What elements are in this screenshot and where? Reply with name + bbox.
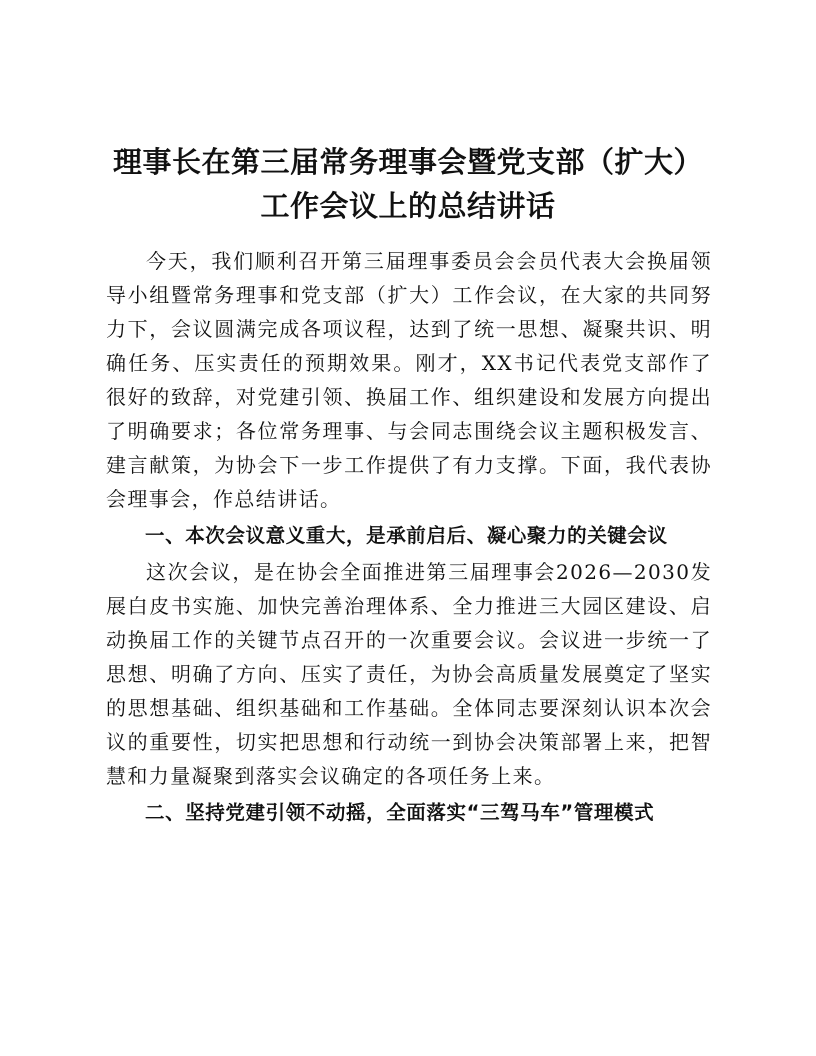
document-body [106,244,712,832]
section-heading-2: 二、坚持党建引领不动摇，全面落实“三驾马车”管理模式 [145,801,655,824]
document-title [100,140,716,228]
title-line-2: 工作会议上的总结讲话 [260,189,556,223]
paragraph-intro: 今天，我们顺利召开第三届理事委员会会员代表大会换届领导小组暨常务理事和党支部（扩大）工作会议，在大家的共同努力下，会议圆满完成各项议程，达到了统一思想、凝聚共识、明确任务、压实责任的预期效果。刚才，XX书记代表党支部作了很好的致辞，对党建引领、换届工作、组织建设和发展方向提出了明确要求；各位常务理事、与会同志围绕会议主题积极发言、建言献策，为协会下一步工作提供了有力支撑。下面，我代表协会理事会，作总结讲话。 [106,249,712,511]
paragraph-section-1: 这次会议，是在协会全面推进第三届理事会2026—2030发展白皮书实施、加快完善治理体系、全力推进三大园区建设、启动换届工作的关键节点召开的一次重要会议。会议进一步统一了思想、明确了方向、压实了责任，为协会高质量发展奠定了坚实的思想基础、组织基础和工作基础。全体同志要深刻认识本次会议的重要性，切实把思想和行动统一到协会决策部署上来，把智慧和力量凝聚到落实会议确定的各项任务上来。 [106,560,712,788]
section-heading-1: 一、本次会议意义重大，是承前启后、凝心聚力的关键会议 [145,524,668,547]
title-line-1: 理事长在第三届常务理事会暨党支部（扩大） [112,145,703,179]
